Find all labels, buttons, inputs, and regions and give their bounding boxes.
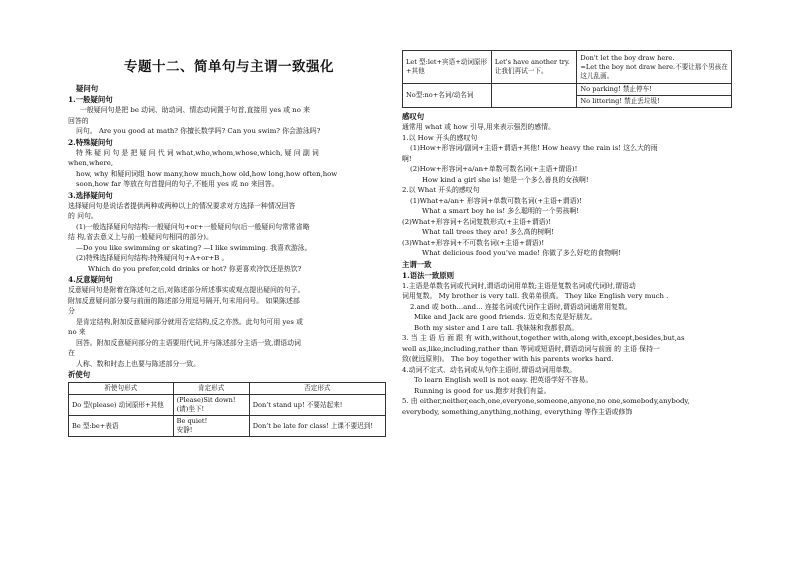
page-title: 专题十二、简单句与主谓一致强化 xyxy=(124,59,334,75)
table-row xyxy=(403,84,732,96)
text-line: how, why 和疑问词组 how many,how much,how old,how long,how often,how xyxy=(76,169,338,178)
text-line: no 来 xyxy=(68,328,86,336)
text-line: 致(就远原则)。 The boy together with his parents works hard. xyxy=(402,355,614,363)
text-line: 回答的 xyxy=(68,116,89,125)
text-line: 一般疑问句是把 be 动词、助动词、情态动词置于句首,直接用 yes 或 no 来 xyxy=(80,106,310,114)
text-line: (2)特殊选择疑问句结构:特殊疑问句+A+or+B 。 xyxy=(76,254,229,262)
text-line: 的 问句。 xyxy=(68,212,98,220)
text-line: 结 构,省去意义上与前一般疑问句相同的部分)。 xyxy=(68,233,213,241)
text-line: 通常用 what 或 how 引导,用来表示强烈的感情。 xyxy=(402,123,555,131)
table-cell: Be quiet! 安静! xyxy=(173,416,249,437)
text-line: 附加反意疑问部分要与前面的陈述部分用逗号隔开,句末用问号。 如果陈述部 xyxy=(68,296,300,305)
text-line: 回答。附加反意疑问部分的主语要用代词,并与陈述部分主语一致,谓语动词 xyxy=(76,338,301,347)
section-heading: 1.语法一致原则 xyxy=(402,270,455,280)
table-cell: No parking! 禁止停车! xyxy=(577,84,732,96)
text-line: 是肯定结构,附加反意疑问部分就用否定结构,反之亦然。此句句可用 yes 或 xyxy=(76,317,303,326)
table-header: 肯定形式 xyxy=(173,383,249,395)
text-line: well as,like,including,rather than 等词或短语时,谓语动词与前面 的 主语 保持一 xyxy=(402,344,660,353)
text-line: 2.and 或 both...and... 连接名词或代词作主语时,谓语动词通常用复数。 xyxy=(410,302,632,311)
left-text xyxy=(68,83,390,380)
right-text xyxy=(402,111,732,417)
text-line: 特 殊 疑 问 句 是 把 疑 问 代 词 what,who,whom,whose,which, 疑 问 副 词 xyxy=(76,148,319,157)
text-line: Both my sister and I are tall. 我妹妹和我都很高。 xyxy=(414,323,579,332)
text-line: 选择疑问句是说话者提供两种或两种以上的情况要求对方选择一种情况回答 xyxy=(68,201,296,210)
text-line: 在 xyxy=(68,349,75,357)
table-row xyxy=(69,416,386,437)
right-column xyxy=(402,50,732,417)
table-cell: Don’t stand up! 不要站起来! xyxy=(249,395,385,416)
text-line: 人称、数和时态上也要与陈述部分一致。 xyxy=(76,359,201,368)
text-line: Which do you prefer,cold drinks or hot? 你更喜欢冷饮还是热饮? xyxy=(88,264,302,273)
text-line: What delicious food you’ve made! 你做了多么好吃的食物啊! xyxy=(422,249,621,257)
table-cell: No littering! 禁止丢垃圾! xyxy=(577,96,732,108)
table-cell: (Please)Sit down!(请)坐下! xyxy=(173,395,249,416)
text-line: 1.以 How 开头的感叹句 xyxy=(402,133,478,142)
text-line: 词用复数。 My brother is very tall. 我弟弟很高。 They like English very much . xyxy=(402,292,669,300)
section-heading: 祈使句 xyxy=(68,370,91,379)
let-no-table xyxy=(402,50,732,108)
section-heading: 1.一般疑问句 xyxy=(68,95,113,104)
text-line: What a smart boy he is! 多么聪明的一个男孩啊! xyxy=(422,207,580,215)
text-line: 3. 当 主 语 后 面 跟 有 with,without,together with,along with,except,besides,but,as xyxy=(402,334,685,342)
text-line: Running is good for us.跑步对我们有益。 xyxy=(414,386,551,395)
text-line: (3)What+形容词+不可数名词(+主语+谓语)! xyxy=(402,238,545,247)
text-line: (1)一般选择疑问句结构:一般疑问句+or+一般疑问句(后一般疑问句常常省略 xyxy=(76,222,310,231)
text-line: 啊! xyxy=(402,154,412,163)
text-line: To learn English well is not easy. 把英语学好不容易。 xyxy=(414,376,593,384)
table-cell xyxy=(491,84,577,108)
section-heading: 主谓一致 xyxy=(402,259,432,269)
section-heading: 疑问句 xyxy=(76,84,99,93)
text-line: (1)How+形容词/副词+主语+谓语+其他! How heavy the rain is! 这么大的雨 xyxy=(410,144,658,152)
text-line: soon,how far 等放在句首提问的句子,不能用 yes 或 no 来回答。 xyxy=(76,180,279,188)
text-line: (1)What+a/an+ 形容词+单数可数名词(+主语+谓语)! xyxy=(410,196,582,205)
text-line: —Do you like swimming or skating? —I like swimming. 我喜欢游泳。 xyxy=(76,243,312,252)
text-line: 分 xyxy=(68,307,75,315)
text-line: Mike and Jack are good friends. 迈克和杰克是好朋友。 xyxy=(414,313,597,321)
table-cell: Do 型(please) 动词原形+其他 xyxy=(69,395,174,416)
text-line: What tall trees they are! 多么高的树啊! xyxy=(422,228,554,236)
imperative-table xyxy=(68,382,386,437)
text-line: How kind a girl she is! 她是一个多么善良的女孩啊! xyxy=(422,175,589,184)
section-heading: 2.特殊疑问句 xyxy=(68,137,113,147)
text-line: 1.主语是单数名词或代词时,谓语动词用单数;主语是复数名词或代词时,谓语动 xyxy=(402,281,636,290)
table-cell: Don’t be late for class! 上课不要迟到! xyxy=(249,416,385,437)
section-heading: 4.反意疑问句 xyxy=(68,275,113,284)
text-line: 2.以 What 开头的感叹句 xyxy=(402,186,480,194)
table-row xyxy=(403,51,732,84)
table-header-row xyxy=(69,383,386,395)
table-cell: Let 型:let+宾语+动词原形+其他 xyxy=(403,51,492,84)
section-heading: 3.选择疑问句 xyxy=(68,190,113,200)
text-line: (2)How+形容词+a/an+单数可数名词(+主语+谓语)! xyxy=(410,165,578,173)
table-cell: Be 型:be+表语 xyxy=(69,416,174,437)
table-header: 祈使句形式 xyxy=(69,383,174,395)
table-cell: Let's have another try. 让我们再试一下。 xyxy=(491,51,577,84)
table-cell: No型:no+名词/动名词 xyxy=(403,84,492,108)
table-header: 否定形式 xyxy=(249,383,385,395)
text-line: 问句。 Are you good at math? 你擅长数学吗? Can you swim? 你会游泳吗? xyxy=(76,127,321,135)
text-line: when,where, xyxy=(68,159,114,167)
table-row xyxy=(69,395,386,416)
left-column xyxy=(68,55,390,437)
text-line: (2)What+形容词+名词复数形式(+主语+谓语)! xyxy=(402,217,551,226)
section-heading: 感叹句 xyxy=(402,112,425,121)
text-line: 4.动词不定式、动名词或从句作主语时,谓语动词用单数。 xyxy=(402,365,577,374)
text-line: 反意疑问句是附着在陈述句之后,对陈述部分所述事实或观点提出疑问的句子。 xyxy=(68,286,305,294)
text-line: 5. 由 either,neither,each,one,everyone,someone,anyone,no one,somebody,anybody, xyxy=(402,397,690,405)
table-cell: Don't let the boy draw here. =Let the boy not draw here.不要让那个男孩在这儿乱画。 xyxy=(577,51,732,84)
text-line: everybody, something,anything,nothing, everything 等作主语或修饰 xyxy=(402,407,633,416)
